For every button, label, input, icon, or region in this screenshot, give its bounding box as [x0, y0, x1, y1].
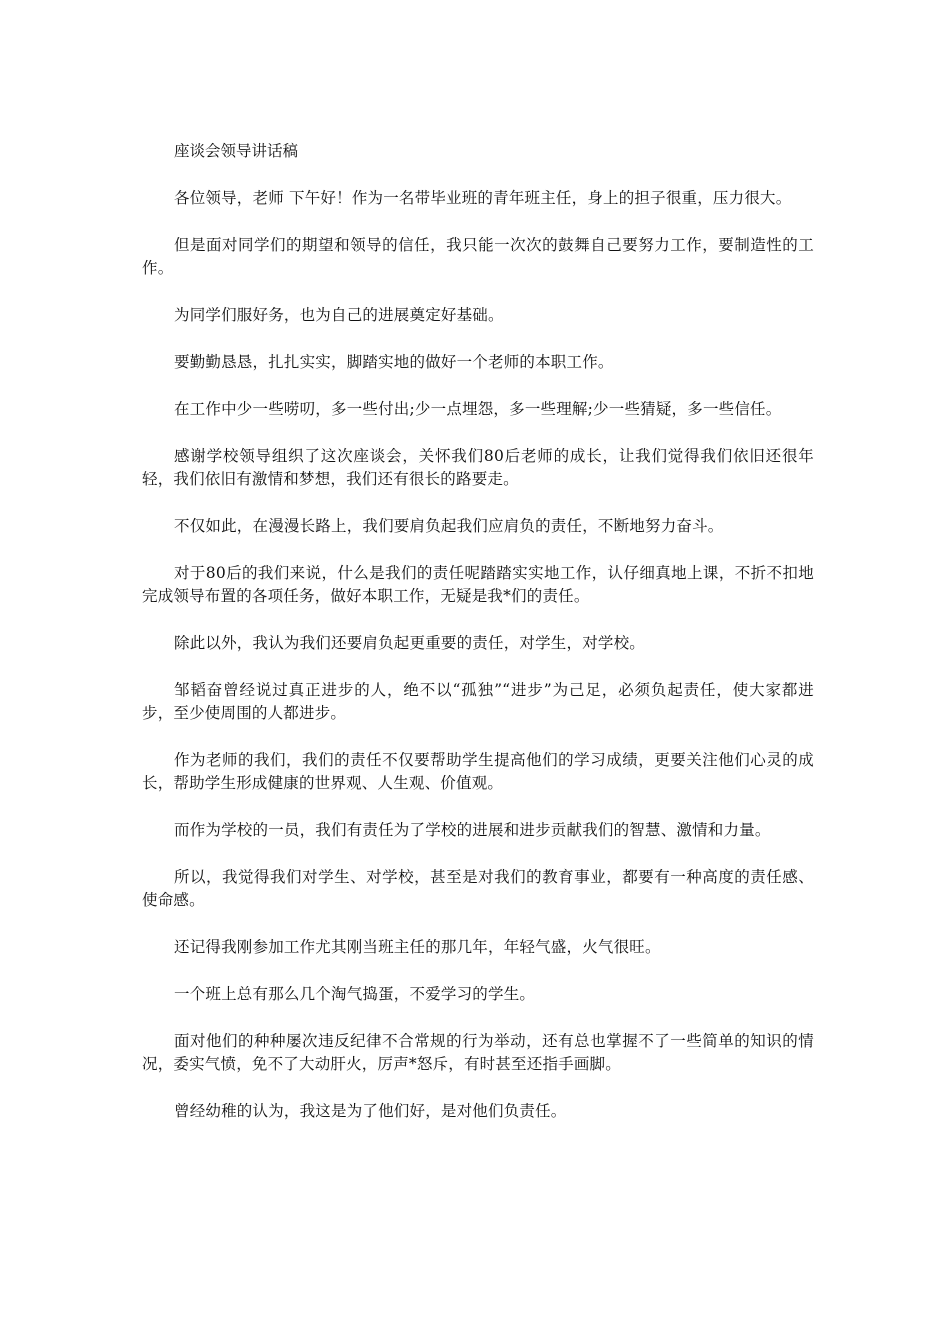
paragraph-8: 对于80后的我们来说，什么是我们的责任呢踏踏实实地工作，认仔细真地上课，不折不扣地完成领导布置的各项任务，做好本职工作，无疑是我*们的责任。: [142, 564, 814, 605]
paragraph-14: 还记得我刚参加工作尤其刚当班主任的那几年，年轻气盛，火气很旺。: [174, 938, 661, 956]
paragraph-4: 要勤勤恳恳，扎扎实实，脚踏实地的做好一个老师的本职工作。: [174, 353, 614, 371]
paragraph-5: 在工作中少一些唠叨，多一些付出;少一点埋怨，多一些理解;少一些猜疑，多一些信任。: [174, 400, 782, 418]
paragraph-2: 但是面对同学们的期望和领导的信任，我只能一次次的鼓舞自己要努力工作，要制造性的工作。: [142, 236, 814, 277]
paragraph-7: 不仅如此，在漫漫长路上，我们要肩负起我们应肩负的责任，不断地努力奋斗。: [174, 517, 724, 535]
paragraph-11: 作为老师的我们，我们的责任不仅要帮助学生提高他们的学习成绩，更要关注他们心灵的成长，帮助学生形成健康的世界观、人生观、价值观。: [142, 751, 814, 792]
paragraph-16: 面对他们的种种屡次违反纪律不合常规的行为举动，还有总也掌握不了一些简单的知识的情况，委实气愤，免不了大动肝火，厉声*怒斥，有时甚至还指手画脚。: [142, 1032, 814, 1073]
paragraph-9: 除此以外，我认为我们还要肩负起更重要的责任，对学生，对学校。: [174, 634, 646, 652]
paragraph-10: 邹韬奋曾经说过真正进步的人，绝不以“孤独”“进步”为己足，必须负起责任，使大家都进步，至少使周围的人都进步。: [142, 681, 814, 722]
paragraph-6: 感谢学校领导组织了这次座谈会，关怀我们80后老师的成长，让我们觉得我们依旧还很年轻，我们依旧有激情和梦想，我们还有很长的路要走。: [142, 447, 814, 488]
paragraph-13: 所以，我觉得我们对学生、对学校，甚至是对我们的教育事业，都要有一种高度的责任感、使命感。: [142, 868, 814, 909]
paragraph-3: 为同学们服好务，也为自己的进展奠定好基础。: [174, 306, 504, 324]
paragraph-1: 各位领导，老师 下午好！作为一名带毕业班的青年班主任，身上的担子很重，压力很大。: [174, 189, 792, 207]
paragraph-12: 而作为学校的一员，我们有责任为了学校的进展和进步贡献我们的智慧、激情和力量。: [174, 821, 771, 839]
document-title: 座谈会领导讲话稿: [174, 142, 299, 160]
paragraph-15: 一个班上总有那么几个淘气捣蛋，不爱学习的学生。: [174, 985, 536, 1003]
paragraph-17: 曾经幼稚的认为，我这是为了他们好，是对他们负责任。: [174, 1102, 567, 1120]
document-page: [142, 140, 814, 1147]
